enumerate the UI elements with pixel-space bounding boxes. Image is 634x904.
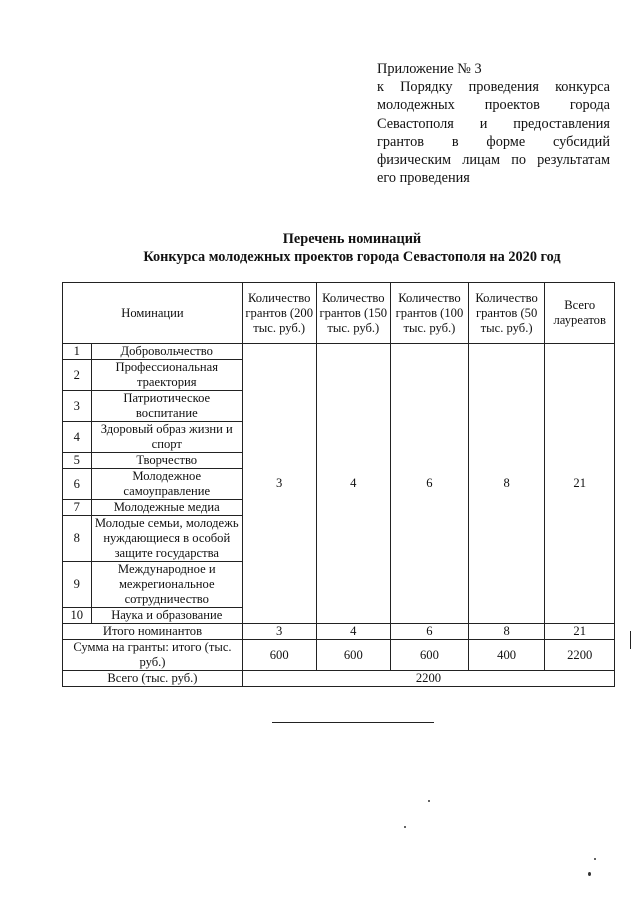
totals-q50: 8	[468, 624, 545, 640]
scan-speck	[404, 826, 406, 828]
totals-row	[63, 624, 615, 640]
grand-total-row	[63, 671, 615, 687]
row-number: 5	[63, 453, 92, 469]
totals-total: 21	[545, 624, 615, 640]
nomination-name: Молодежные медиа	[91, 500, 242, 516]
appendix-block	[377, 60, 610, 187]
totals-label: Итого номинантов	[63, 624, 243, 640]
header-q200: Количество грантов (200 тыс. руб.)	[242, 283, 316, 344]
header-total: Всего лауреатов	[545, 283, 615, 344]
nomination-name: Молодежное самоуправление	[91, 469, 242, 500]
totals-q200: 3	[242, 624, 316, 640]
sum-q50: 400	[468, 640, 545, 671]
scan-edge-mark	[630, 631, 631, 649]
header-q100: Количество грантов (100 тыс. руб.)	[391, 283, 469, 344]
nominations-table	[62, 282, 615, 687]
sum-q200: 600	[242, 640, 316, 671]
separator-line	[272, 722, 434, 723]
nomination-name: Патриотическое воспитание	[91, 391, 242, 422]
row-number: 4	[63, 422, 92, 453]
appendix-line: молодежных проектов города	[377, 97, 610, 114]
row-number: 2	[63, 360, 92, 391]
header-q150: Количество грантов (150 тыс. руб.)	[316, 283, 391, 344]
appendix-line: физическим лицам по результатам	[377, 152, 610, 169]
row-number: 6	[63, 469, 92, 500]
appendix-line: Севастополя и предоставления	[377, 115, 610, 132]
nomination-name: Молодые семьи, молодежь нуждающиеся в особой защите государства	[91, 516, 242, 562]
merged-q100: 6	[391, 344, 469, 624]
appendix-line: грантов в форме субсидий	[377, 133, 610, 150]
scan-speck	[588, 872, 591, 876]
table-row	[63, 344, 615, 360]
totals-q150: 4	[316, 624, 391, 640]
row-number: 10	[63, 608, 92, 624]
sum-label: Сумма на гранты: итого (тыс. руб.)	[63, 640, 243, 671]
merged-total: 21	[545, 344, 615, 624]
scan-speck	[428, 800, 430, 802]
sum-q150: 600	[316, 640, 391, 671]
merged-q50: 8	[468, 344, 545, 624]
row-number: 9	[63, 562, 92, 608]
nomination-name: Здоровый образ жизни и спорт	[91, 422, 242, 453]
grand-total-value: 2200	[242, 671, 614, 687]
nomination-name: Добровольчество	[91, 344, 242, 360]
table-header-row	[63, 283, 615, 344]
appendix-line: к Порядку проведения конкурса	[377, 79, 610, 96]
document-subtitle: Конкурса молодежных проектов города Севастополя на 2020 год	[143, 249, 561, 265]
row-number: 8	[63, 516, 92, 562]
row-number: 7	[63, 500, 92, 516]
merged-q150: 4	[316, 344, 391, 624]
sum-q100: 600	[391, 640, 469, 671]
header-nominations: Номинации	[63, 283, 243, 344]
header-q50: Количество грантов (50 тыс. руб.)	[468, 283, 545, 344]
sum-total: 2200	[545, 640, 615, 671]
scan-speck	[594, 858, 596, 860]
appendix-line: его проведения	[377, 170, 470, 187]
appendix-line: Приложение № 3	[377, 61, 482, 77]
merged-q200: 3	[242, 344, 316, 624]
grand-total-label: Всего (тыс. руб.)	[63, 671, 243, 687]
document-title: Перечень номинаций	[282, 231, 422, 247]
nomination-name: Профессиональная траектория	[91, 360, 242, 391]
sum-row	[63, 640, 615, 671]
totals-q100: 6	[391, 624, 469, 640]
row-number: 1	[63, 344, 92, 360]
row-number: 3	[63, 391, 92, 422]
nomination-name: Наука и образование	[91, 608, 242, 624]
nomination-name: Творчество	[91, 453, 242, 469]
nomination-name: Международное и межрегиональное сотрудничество	[91, 562, 242, 608]
